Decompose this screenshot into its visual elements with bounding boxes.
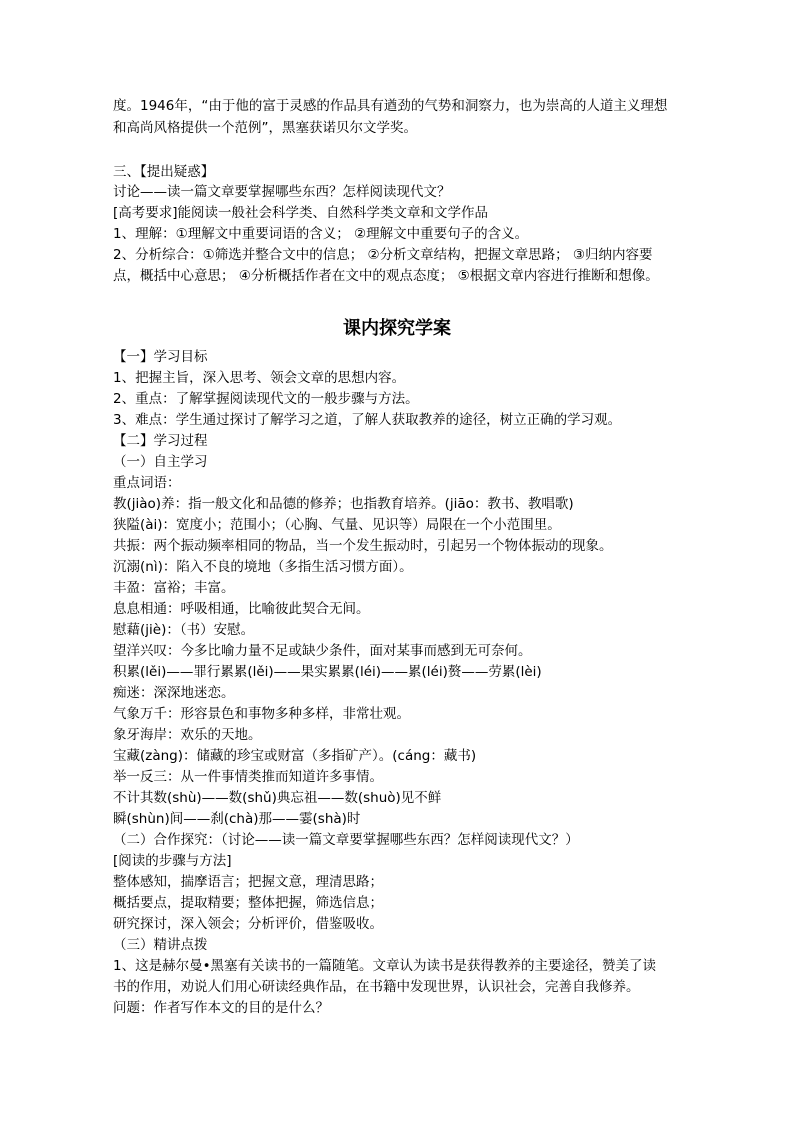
text-line: 1、把握主旨，深入思考、领会文章的思想内容。 — [113, 370, 406, 386]
text-line: 重点词语： — [113, 475, 181, 491]
text-line: 【二】学习过程 — [113, 433, 208, 449]
text-line: 教(jiào)养：指一般文化和品德的修养；也指教育培养。(jiāo：教书、教唱歌) — [113, 496, 574, 512]
text-line: 2、分析综合：①筛选并整合文中的信息； ②分析文章结构，把握文章思路； ③归纳内容要 — [113, 247, 653, 263]
text-line: 问题：作者写作本文的目的是什么？ — [113, 1000, 329, 1016]
section-heading: 三、【提出疑惑】 — [113, 164, 215, 180]
text-line: 点，概括中心意思； ④分析概括作者在文中的观点态度； ⑤根据文章内容进行推断和想像。 — [113, 268, 659, 284]
text-line: 瞬(shùn)间——刹(chà)那——霎(shà)时 — [113, 811, 361, 827]
text-line: 慰藉(jiè)：（书）安慰。 — [113, 622, 255, 638]
text-line: 度。1946年，“由于他的富于灵感的作品具有遒劲的气势和洞察力，也为崇高的人道主义理想 — [113, 98, 668, 114]
text-line: 概括要点，提取精要；整体把握，筛选信息； — [113, 895, 383, 911]
text-line: 书的作用，劝说人们用心研读经典作品，在书籍中发现世界，认识社会，完善自我修养。 — [113, 979, 640, 995]
text-line: 丰盈：富裕；丰富。 — [113, 580, 235, 596]
text-line: 宝藏(zàng)：储藏的珍宝或财富（多指矿产）。(cáng：藏书) — [113, 748, 477, 764]
text-line: 1、理解：①理解文中重要词语的含义； ②理解文中重要句子的含义。 — [113, 226, 529, 242]
text-line: 共振：两个振动频率相同的物品，当一个发生振动时，引起另一个物体振动的现象。 — [113, 538, 613, 554]
text-line: 痴迷：深深地迷恋。 — [113, 685, 235, 701]
text-line: 狭隘(ài)：宽度小；范围小；（心胸、气量、见识等）局限在一个小范围里。 — [113, 517, 561, 533]
text-line: （二）合作探究：（讨论——读一篇文章要掌握哪些东西？怎样阅读现代文？） — [113, 832, 579, 848]
text-line: 研究探讨，深入领会；分析评价，借鉴吸收。 — [113, 916, 383, 932]
text-line: 望洋兴叹：今多比喻力量不足或缺少条件，面对某事而感到无可奈何。 — [113, 643, 532, 659]
text-line: 2、重点：了解掌握阅读现代文的一般步骤与方法。 — [113, 391, 419, 407]
text-line: 和高尚风格提供一个范例”，黑塞获诺贝尔文学奖。 — [113, 120, 417, 136]
text-line: 1、这是赫尔曼•黑塞有关读书的一篇随笔。文章认为读书是获得教养的主要途径，赞美了读 — [113, 958, 657, 974]
text-line: 积累(lěi)——罪行累累(lěi)——果实累累(léi)——累(léi)赘——劳累(lèi) — [113, 664, 542, 680]
text-line: 整体感知，揣摩语言；把握文意，理清思路； — [113, 874, 383, 890]
text-line: 象牙海岸：欢乐的天地。 — [113, 727, 262, 743]
text-line: 【一】学习目标 — [113, 349, 208, 365]
text-line: 3、难点：学生通过探讨了解学习之道，了解人获取教养的途径，树立正确的学习观。 — [113, 412, 622, 428]
text-line: [阅读的步骤与方法] — [113, 853, 232, 869]
text-line: 沉溺(nì)：陷入不良的境地（多指生活习惯方面）。 — [113, 559, 413, 575]
text-line: 不计其数(shù)——数(shǔ)典忘祖——数(shuò)见不鲜 — [113, 790, 442, 806]
text-line: 气象万千：形容景色和事物多种多样，非常壮观。 — [113, 706, 410, 722]
text-line: [高考要求]能阅读一般社会科学类、自然科学类文章和文学作品 — [113, 205, 489, 221]
text-line: （一）自主学习 — [113, 454, 208, 470]
text-line: 举一反三：从一件事情类推而知道许多事情。 — [113, 769, 383, 785]
text-line: （三）精讲点拨 — [113, 937, 208, 953]
page-title: 课内探究学案 — [343, 318, 451, 339]
text-line: 讨论——读一篇文章要掌握哪些东西？怎样阅读现代文？ — [113, 184, 451, 200]
text-line: 息息相通：呼吸相通，比喻彼此契合无间。 — [113, 601, 370, 617]
